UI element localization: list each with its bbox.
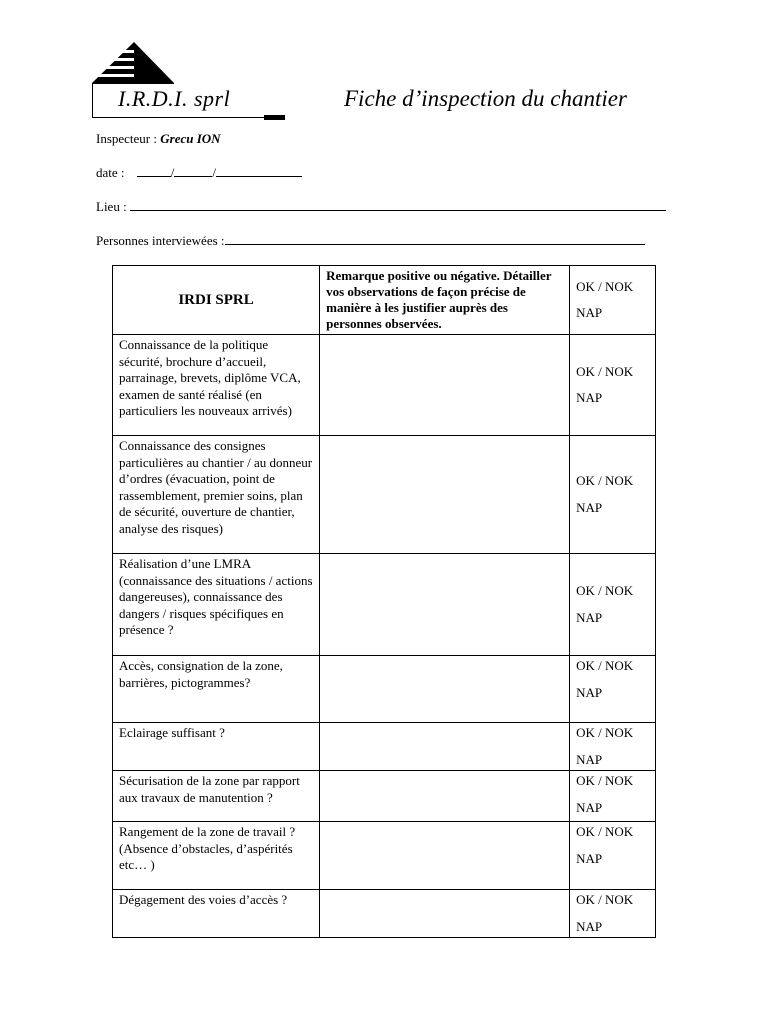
row-status[interactable] xyxy=(570,890,656,938)
inspector-label: Inspecteur : xyxy=(96,131,158,146)
header-remark: Remarque positive ou négative. Détailler vos observations de façon précise de manière à les justifier auprès des personnes observées. xyxy=(320,266,570,335)
date-day-blank[interactable] xyxy=(137,166,171,177)
row-remark[interactable] xyxy=(320,554,570,656)
table-row xyxy=(113,822,656,890)
table-row xyxy=(113,771,656,822)
status-nap: NAP xyxy=(576,305,603,320)
status-nap: NAP xyxy=(576,499,603,515)
row-item: Connaissance des consignes particulières au chantier / au donneur d’ordres (évacuation, point de rassemblement, premier soins, plan de sécurité, ouverture de chantier, analyse des risques) xyxy=(113,436,320,554)
row-status[interactable] xyxy=(570,436,656,554)
interviewed-field xyxy=(96,233,645,249)
place-field xyxy=(96,199,666,215)
status-nap: NAP xyxy=(576,609,603,625)
inspection-table xyxy=(112,265,656,938)
row-item: Accès, consignation de la zone, barrières, pictogrammes? xyxy=(113,656,320,723)
status-ok-nok: OK / NOK xyxy=(576,473,634,488)
table-header-row xyxy=(113,266,656,335)
status-nap: NAP xyxy=(576,918,603,934)
status-nap: NAP xyxy=(576,390,603,405)
inspector-field xyxy=(96,131,221,147)
row-item: Sécurisation de la zone par rapport aux travaux de manutention ? xyxy=(113,771,320,822)
row-status[interactable] xyxy=(570,656,656,723)
inspector-value: Grecu ION xyxy=(160,131,221,146)
row-status[interactable] xyxy=(570,723,656,771)
row-remark[interactable] xyxy=(320,656,570,723)
table-row xyxy=(113,890,656,938)
row-status[interactable] xyxy=(570,335,656,436)
row-item: Rangement de la zone de travail ? (Absence d’obstacles, d’aspérités etc… ) xyxy=(113,822,320,890)
status-ok-nok: OK / NOK xyxy=(576,658,634,673)
row-item: Eclairage suffisant ? xyxy=(113,723,320,771)
row-remark[interactable] xyxy=(320,822,570,890)
row-item: Dégagement des voies d’accès ? xyxy=(113,890,320,938)
date-year-blank[interactable] xyxy=(216,166,302,177)
place-blank[interactable] xyxy=(130,200,666,211)
date-separator: / xyxy=(212,165,217,180)
status-ok-nok: OK / NOK xyxy=(576,773,634,788)
table-row xyxy=(113,554,656,656)
row-remark[interactable] xyxy=(320,436,570,554)
date-label: date : xyxy=(96,165,125,180)
status-ok-nok: OK / NOK xyxy=(576,892,634,907)
row-item: Réalisation d’une LMRA (connaissance des situations / actions dangereuses), connaissance des dangers / risques spécifiques en présence ? xyxy=(113,554,320,656)
interviewed-blank[interactable] xyxy=(225,234,645,245)
status-ok-nok: OK / NOK xyxy=(576,725,634,740)
pyramid-logo-icon xyxy=(88,40,288,125)
table-row xyxy=(113,723,656,771)
status-nap: NAP xyxy=(576,751,603,767)
status-ok-nok: OK / NOK xyxy=(576,583,634,598)
table-row xyxy=(113,436,656,554)
row-status[interactable] xyxy=(570,771,656,822)
row-remark[interactable] xyxy=(320,890,570,938)
interviewed-label: Personnes interviewées : xyxy=(96,233,225,248)
row-remark[interactable] xyxy=(320,335,570,436)
table-row xyxy=(113,335,656,436)
table-row xyxy=(113,656,656,723)
company-name: I.R.D.I. sprl xyxy=(118,86,231,111)
place-label: Lieu : xyxy=(96,199,127,214)
header-company: IRDI SPRL xyxy=(113,266,320,335)
row-item: Connaissance de la politique sécurité, brochure d’accueil, parrainage, brevets, diplôme VCA, examen de santé réalisé (en particuliers les nouveaux arrivés) xyxy=(113,335,320,436)
row-status[interactable] xyxy=(570,822,656,890)
company-logo xyxy=(88,40,288,125)
header-status xyxy=(570,266,656,335)
date-field xyxy=(96,165,302,181)
date-separator: / xyxy=(170,165,175,180)
row-remark[interactable] xyxy=(320,723,570,771)
status-nap: NAP xyxy=(576,850,603,866)
date-month-blank[interactable] xyxy=(174,166,212,177)
status-ok-nok: OK / NOK xyxy=(576,824,634,839)
row-remark[interactable] xyxy=(320,771,570,822)
status-nap: NAP xyxy=(576,684,603,700)
status-nap: NAP xyxy=(576,799,603,815)
status-ok-nok: OK / NOK xyxy=(576,363,634,379)
status-ok-nok: OK / NOK xyxy=(576,278,634,294)
page-title: Fiche d’inspection du chantier xyxy=(344,86,627,111)
row-status[interactable] xyxy=(570,554,656,656)
